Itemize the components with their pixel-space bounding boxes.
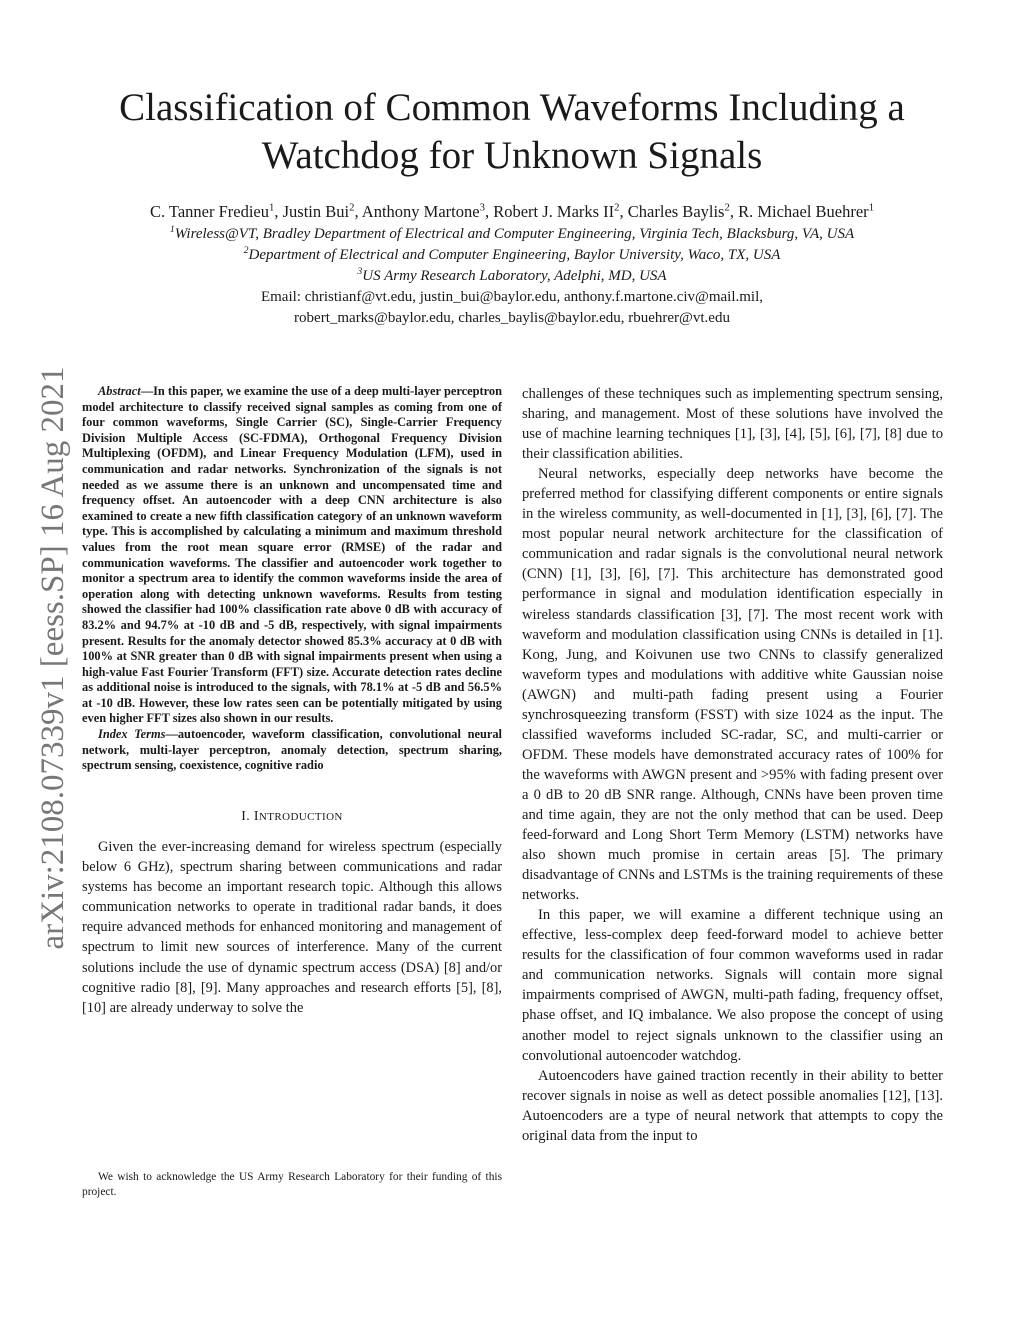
affiliation-1: $^1$Wireless@VT, Bradley Department of Electrical and Computer Engineering, Virginia Tech, Blacksburg, VA, USA xyxy=(169,224,855,242)
author: Robert J. Marks $II^2$ xyxy=(493,201,620,221)
index-terms-text: —autoencoder, waveform classification, convolutional neural network, multi-layer perceptron, anomaly detection, spectrum sharing, spectrum sensing, coexistence, cognitive radio xyxy=(82,727,502,773)
email-line-2: robert_marks@baylor.edu, charles_baylis@baylor.edu, rbuehrer@vt.edu xyxy=(294,310,730,326)
affiliation-3: $^3$US Army Research Laboratory, Adelphi, MD, USA xyxy=(357,266,667,284)
author: Justin Bui$^2$ xyxy=(282,201,355,221)
section-heading-introduction: I. INTRODUCTION xyxy=(241,807,343,823)
body-paragraph: Autoencoders have gained traction recently in their ability to better recover signals in noise as well as detect possible anomalies [12], [13]. Autoencoders are a type of neural network that attempts to copy the original data from the input to xyxy=(522,1067,943,1144)
left-column xyxy=(82,384,502,1018)
author: Charles Baylis$^2$ xyxy=(627,201,730,221)
author-list: C. Tanner Fredieu$^1$, Justin Bui$^2$, Anthony Martone$^3$, Robert J. Marks $II^2$, Charles Baylis$^2$, R. Michael Buehrer$^1$ xyxy=(149,201,875,221)
intro-paragraph: Given the ever-increasing demand for wireless spectrum (especially below 6 GHz), spectrum sharing between communications and radar systems has become an important research topic. Although this allows communication networks to operate in traditional radar bands, it does require advanced methods for enhanced monitoring and management of spectrum to limit new sources of interference. Many of the current solutions include the use of dynamic spectrum access (DSA) [8] and/or cognitive radio [8], [9]. Many approaches and research efforts [5], [8], [10] are already underway to solve the xyxy=(82,838,502,1016)
body-paragraph: challenges of these techniques such as implementing spectrum sensing, sharing, and management. Most of these solutions have involved the use of machine learning techniques [1], [3], [4], [5], [6], [7], [8] due to their classification abilities. xyxy=(522,386,943,463)
index-terms xyxy=(82,727,502,774)
abstract-text: —In this paper, we examine the use of a deep multi-layer perceptron model architecture to classify received signal samples as coming from one of four common waveforms, Single Carrier (SC), Single-Carrier Frequency Division Multiple Access (SC-FDMA), Orthogonal Frequency Division Multiplexing (OFDM), and Linear Frequency Modulation (LFM), used in communication and radar networks. Synchronization of the signals is not needed as we assume there is an unknown and uncompensated time and frequency offset. An autoencoder with a deep CNN architecture is also examined to create a new fifth classification category of an unknown waveform type. This is accomplished by calculating a minimum and maximum threshold values from the root mean square error (RMSE) of the radar and communication waveforms. The classifier and autoencoder work together to monitor a spectrum area to identify the common waveforms inside the area of operation along with detecting unknown waveforms. Results from testing showed the classifier had 100% classification rate above 0 dB with accuracy of 83.2% and 94.7% at -10 dB and -5 dB, respectively, with signal impairments present. Results for the anomaly detector showed 85.3% accuracy at 0 dB with 100% at SNR greater than 0 dB with signal impairments present when using a high-value Fast Fourier Transform (FFT) size. Accurate detection rates decline as additional noise is introduced to the signals, with 78.1% at -5 dB and 56.5% at -10 dB. However, these low rates seen can be potentially mitigated by using even higher FFT sizes also shown in our results. xyxy=(82,384,502,726)
abstract-label: Abstract xyxy=(98,384,141,398)
title-line-1: Classification of Common Waveforms Including a xyxy=(119,86,905,129)
title-line-2: Watchdog for Unknown Signals xyxy=(261,134,763,177)
paper-title xyxy=(60,84,964,180)
author: C. Tanner Fredieu$^1$ xyxy=(149,201,275,221)
author: Anthony Martone$^3$ xyxy=(361,201,485,221)
email-line-1: Email: christianf@vt.edu, justin_bui@baylor.edu, anthony.f.martone.civ@mail.mil, xyxy=(260,289,764,305)
author: R. Michael Buehrer$^1$ xyxy=(738,201,875,221)
abstract xyxy=(82,384,502,727)
body-paragraph: In this paper, we will examine a different technique using an effective, less-complex deep feed-forward model to achieve better results for the classification of four common waveforms used in radar and communication networks. Signals will contain more signal impairments comprised of AWGN, multi-path fading, frequency offset, phase offset, and IQ imbalance. We also propose the concept of using another model to reject signals unknown to the classifier using an convolutional autoencoder watchdog. xyxy=(522,907,943,1064)
right-column xyxy=(522,384,943,1146)
affiliation-2: $^2$Department of Electrical and Computer Engineering, Baylor University, Waco, TX, USA xyxy=(243,245,781,263)
index-terms-label: Index Terms xyxy=(98,727,166,742)
footnote-acknowledgment: We wish to acknowledge the US Army Research Laboratory for their funding of this project. xyxy=(82,1171,502,1198)
body-paragraph: Neural networks, especially deep networks have become the preferred method for classifying different components or entire signals in the wireless community, as well-documented in [1], [3], [6], [7]. The most popular neural network architecture for the classification of communication and radar signals is the convolutional neural network (CNN) [1], [3], [6], [7]. This architecture has demonstrated good performance in signal and modulation identification especially in wireless standards classification [3], [7]. The most recent work with waveform and modulation classification using CNNs is detailed in [1]. Kong, Jung, and Koivunen use two CNNs to classify generalized waveform types and modulations with additive white Gaussian noise (AWGN) and multi-path fading present using a Fourier synchrosqueezing transform (FSST) with size 1024 as the input. The classified waveforms included SC-radar, SC, and multi-carrier or OFDM. These models have demonstrated accuracy rates of 100% for the waveforms with AWGN present and >95% with fading present over a 0 dB to 20 dB SNR range. Although, CNNs have been proven time and time again, they are not the only method that can be used. Deep feed-forward and Long Short Term Memory (LSTM) networks have also shown much promise in certain areas [5]. The primary disadvantage of CNNs and LSTMs is the training requirements of these networks. xyxy=(522,466,943,904)
arxiv-stamp: arXiv:2108.07339v1 [eess.SP] 16 Aug 2021 xyxy=(35,366,71,950)
